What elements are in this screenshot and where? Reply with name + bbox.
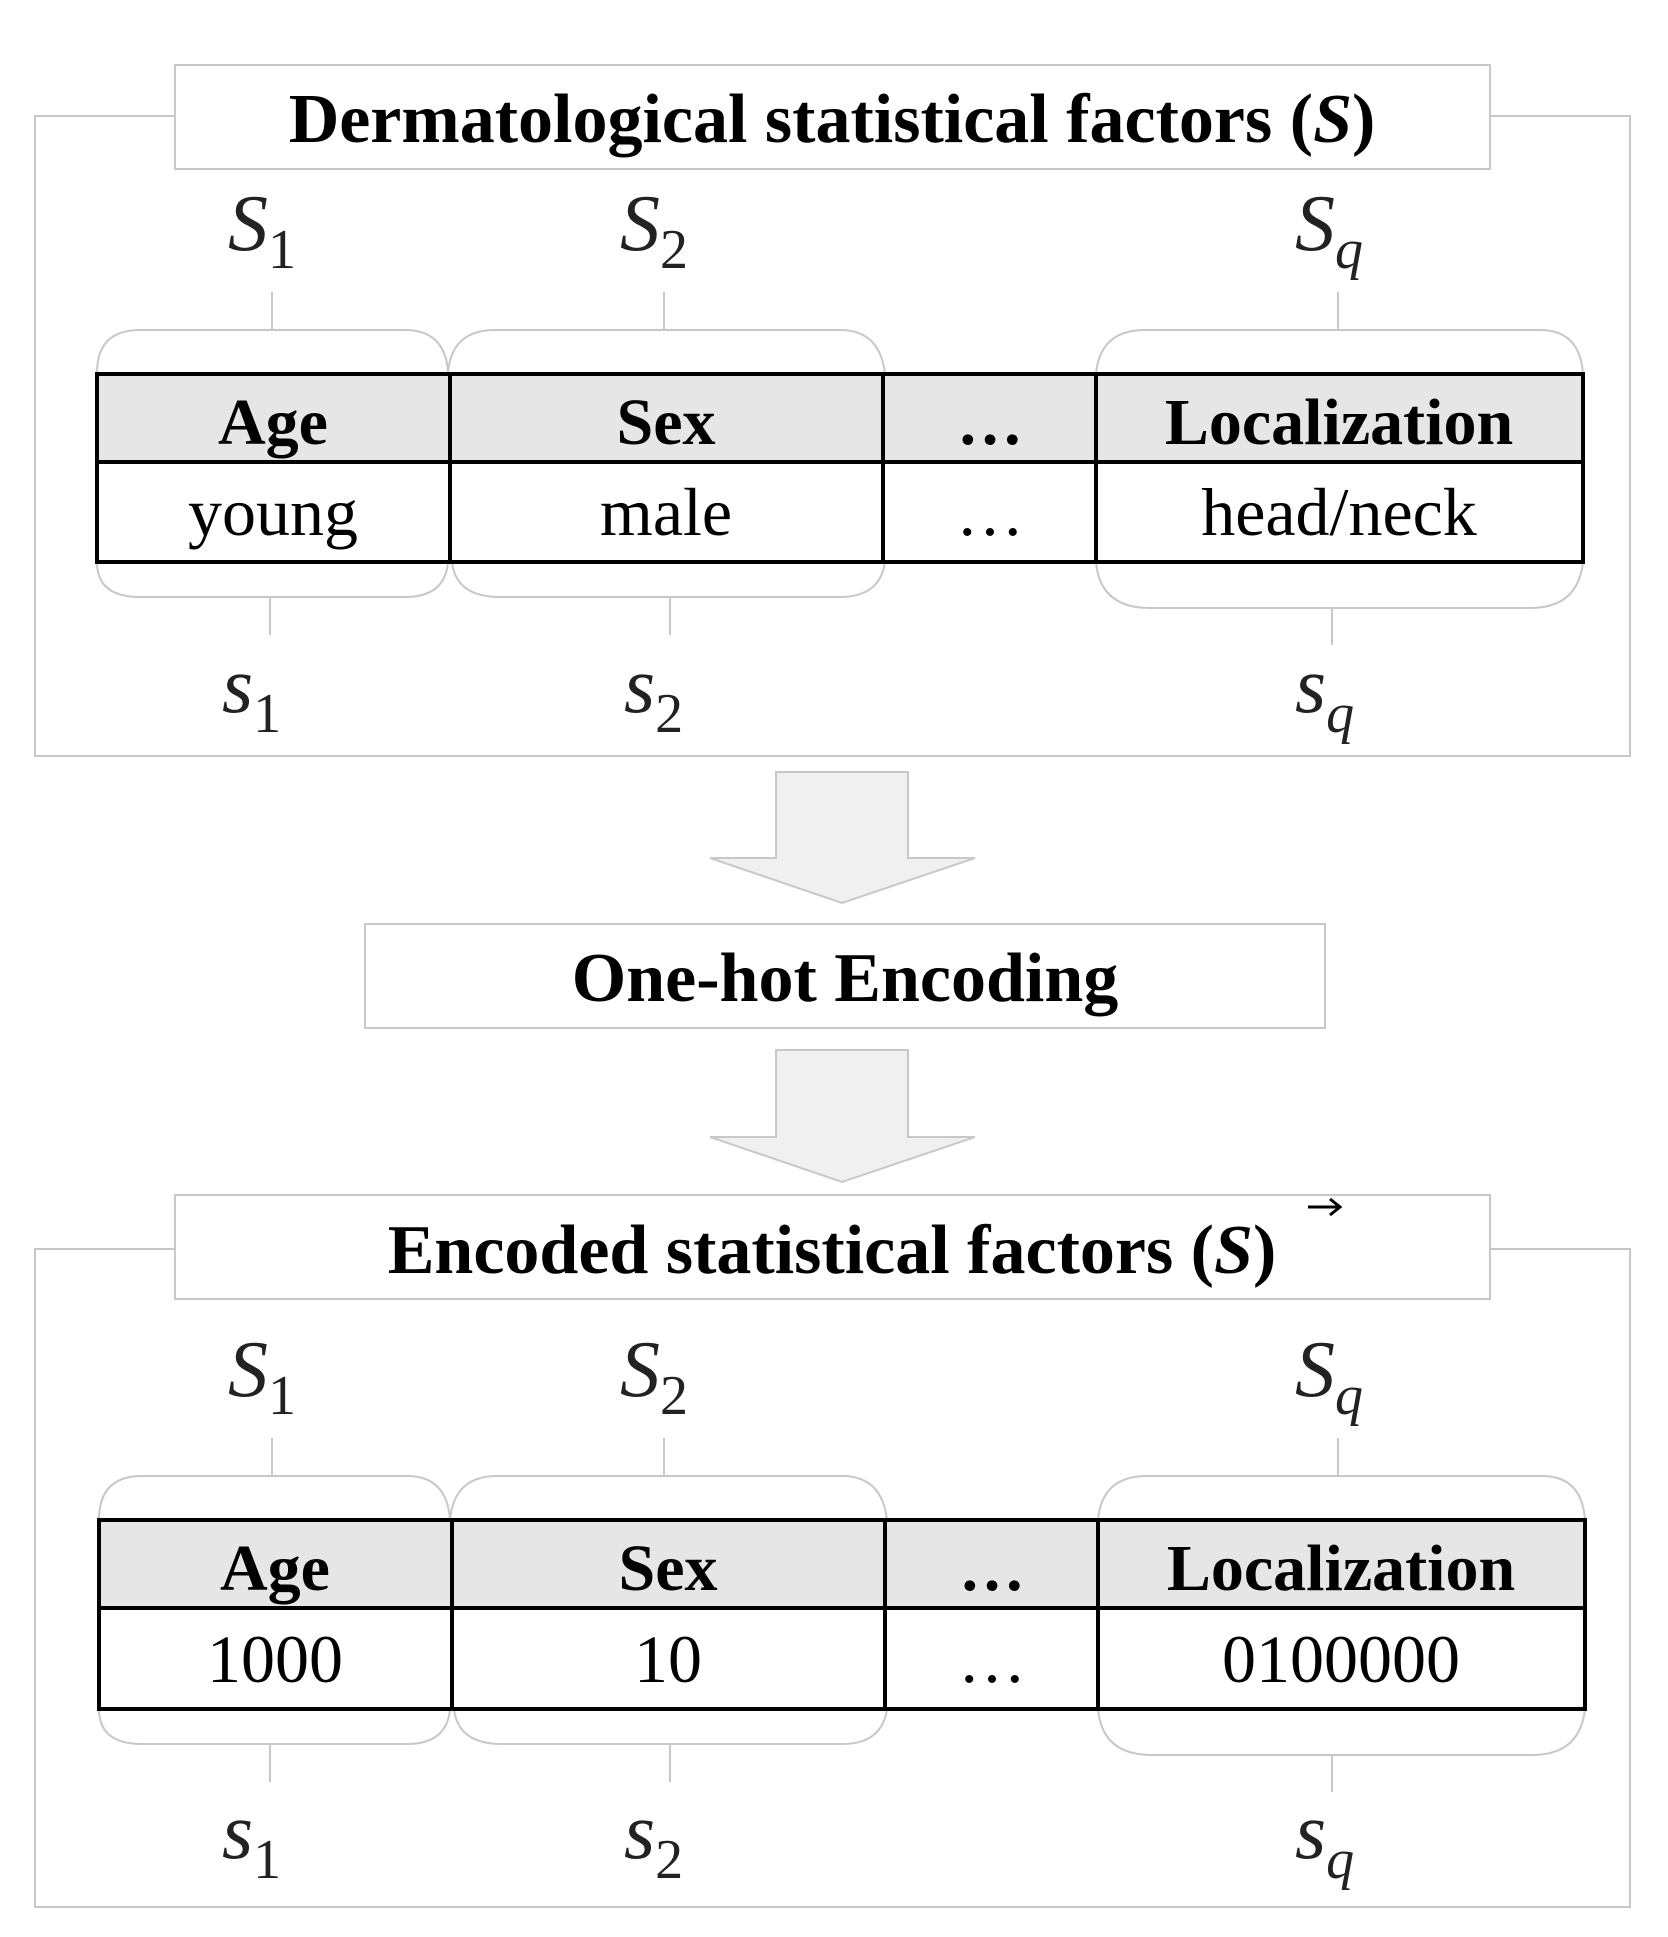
top-bracket-2-bottom [452, 562, 885, 597]
top-title: Dermatological statistical factors (S) [288, 81, 1376, 158]
top-bracket-1 [97, 330, 448, 373]
arrow-down-2 [710, 1050, 975, 1182]
bottom-lower-label-2: s2 [624, 1788, 684, 1891]
bottom-value-localization: 0100000 [1222, 1621, 1460, 1697]
bottom-bracket-1 [99, 1476, 450, 1520]
top-value-localization: head/neck [1201, 474, 1477, 550]
top-lower-label-q: sq [1295, 642, 1355, 745]
bottom-upper-label-1: S1 [228, 1326, 296, 1427]
bottom-bracket-q-bottom [1098, 1709, 1585, 1755]
bottom-value-ellipsis: … [958, 1621, 1026, 1697]
top-title-symbol: S [1313, 81, 1352, 158]
encoding-label: One-hot Encoding [571, 940, 1119, 1017]
bottom-bracket-1-bottom [99, 1709, 450, 1744]
top-header-localization: Localization [1164, 386, 1514, 459]
top-upper-label-2: S2 [620, 180, 688, 281]
bottom-header-age: Age [220, 1532, 330, 1605]
bottom-section [35, 1195, 1630, 1907]
top-value-ellipsis: … [956, 474, 1024, 550]
top-value-sex: male [599, 474, 733, 550]
top-header-sex: Sex [616, 386, 716, 459]
bottom-upper-label-2: S2 [620, 1326, 688, 1427]
top-bracket-1-bottom [97, 562, 448, 597]
top-table [97, 374, 1583, 562]
bottom-table [99, 1520, 1585, 1709]
bottom-value-age: 1000 [207, 1621, 343, 1697]
middle-section [365, 772, 1325, 1182]
bottom-lower-label-1: s1 [222, 1788, 282, 1891]
top-value-age: young [188, 474, 358, 550]
bottom-value-sex: 10 [634, 1621, 702, 1697]
bottom-upper-label-q: Sq [1295, 1326, 1363, 1427]
bottom-header-ellipsis: … [959, 1532, 1025, 1605]
bottom-lower-label-q: sq [1295, 1788, 1355, 1891]
top-section [35, 65, 1630, 756]
top-bracket-q [1096, 330, 1583, 374]
top-lower-label-2: s2 [624, 642, 684, 745]
top-bracket-q-bottom [1096, 562, 1583, 608]
top-lower-label-1: s1 [222, 642, 282, 745]
top-upper-label-1: S1 [228, 180, 296, 281]
bottom-title: Encoded statistical factors (S) [387, 1212, 1277, 1289]
bottom-bracket-2-bottom [454, 1709, 887, 1744]
bottom-bracket-q [1098, 1476, 1585, 1520]
top-header-age: Age [218, 386, 328, 459]
top-header-ellipsis: … [957, 386, 1023, 459]
arrow-down-1 [710, 772, 975, 903]
bottom-bracket-2 [450, 1476, 887, 1520]
bottom-title-symbol: S [1214, 1212, 1253, 1289]
bottom-header-localization: Localization [1166, 1532, 1516, 1605]
top-bracket-2 [448, 330, 885, 374]
top-upper-label-q: Sq [1295, 180, 1363, 281]
bottom-header-sex: Sex [618, 1532, 718, 1605]
